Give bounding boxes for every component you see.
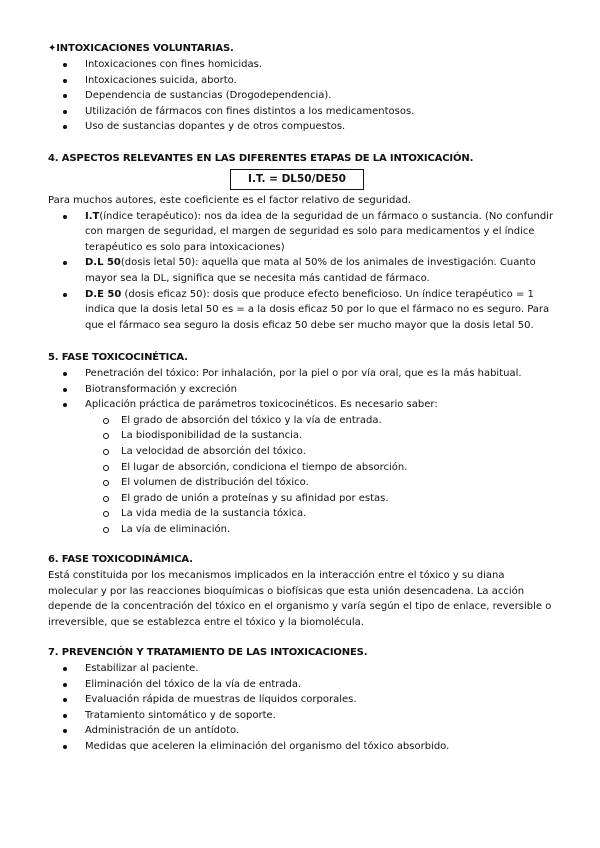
section-4-body [48,193,554,333]
list-item: D.L 50(dosis letal 50): aquella que mata al 50% de los animales de investigación. Cuanto mayor sea la DL, significa que se necesita más cantidad de fármaco. [48,255,554,286]
section-7 [48,645,554,755]
section-4-title: 4. ASPECTOS RELEVANTES EN LAS DIFERENTES ETAPAS DE LA INTOXICACIÓN. [48,153,474,164]
list-item: Dependencia de sustancias (Drogodependencia). [48,88,554,104]
list-item: D.E 50 (dosis eficaz 50): dosis que produce efecto beneficioso. Un índice terapéutico = 1 indica que la dosis letal 50 es = a la dosis eficaz 50 por lo que el fármaco no es seguro. Para que el fármaco sea seguro la dosis eficaz 50 debe ser mucho mayor que la dosis letal 50. [48,287,554,334]
sub-list-item: La velocidad de absorción del tóxico. [48,444,554,460]
section-voluntary [48,41,554,135]
section-6 [48,552,554,630]
list-item: Medidas que aceleren la eliminación del organismo del tóxico absorbido. [48,739,554,755]
section-4-list [48,209,554,334]
section-6-title: 6. FASE TOXICODINÁMICA. [48,554,193,565]
sub-list-item: El volumen de distribución del tóxico. [48,475,554,491]
list-item: Eliminación del tóxico de la vía de entrada. [48,677,554,693]
section-4-intro: Para muchos autores, este coeficiente es el factor relativo de seguridad. [48,195,411,206]
list-item: Utilización de fármacos con fines distintos a los medicamentosos. [48,104,554,120]
list-item: Intoxicaciones con fines homicidas. [48,57,554,73]
list-item: I.T(índice terapéutico): nos da idea de la seguridad de un fármaco o sustancia. (No confundir con margen de seguridad, el margen de seguridad es solo para medicamentos y el índice terapéutico es solo para intoxicaciones) [48,209,554,256]
term-it: I.T [85,210,100,222]
sub-list-item: La vida media de la sustancia tóxica. [48,506,554,522]
list-item: Evaluación rápida de muestras de líquidos corporales. [48,692,554,708]
sub-list-item: El grado de absorción del tóxico y la vía de entrada. [48,413,554,429]
section-5-title: 5. FASE TOXICOCINÉTICA. [48,352,188,363]
list-item: Penetración del tóxico: Por inhalación, por la piel o por vía oral, que es la más habitual. [48,366,554,382]
list-item: Estabilizar al paciente. [48,661,554,677]
term-dl50: D.L 50 [85,257,121,269]
list-item: Aplicación práctica de parámetros toxicocinéticos. Es necesario saber: [48,397,554,413]
sub-list-item: La biodisponibilidad de la sustancia. [48,428,554,444]
list-item: Uso de sustancias dopantes y de otros compuestos. [48,119,554,135]
section-5 [48,350,554,538]
term-de50: D.E 50 [85,288,122,300]
section-voluntary-title: ✦INTOXICACIONES VOLUNTARIAS. [48,43,234,54]
voluntary-list [48,57,554,135]
section-4 [48,151,554,166]
section-5-list [48,366,554,413]
list-item: Biotransformación y excreción [48,382,554,398]
section-7-title: 7. PREVENCIÓN Y TRATAMIENTO DE LAS INTOXICACIONES. [48,647,368,658]
section-5-sublist [48,413,554,538]
section-7-list [48,661,554,755]
sub-list-item: La vía de eliminación. [48,522,554,538]
sub-list-item: El grado de unión a proteínas y su afinidad por estas. [48,491,554,507]
sub-list-item: El lugar de absorción, condiciona el tiempo de absorción. [48,460,554,476]
list-item: Administración de un antídoto. [48,723,554,739]
list-item: Intoxicaciones suicida, aborto. [48,73,554,89]
formula-box: I.T. = DL50/DE50 [230,169,364,190]
section-6-text: Está constituida por los mecanismos implicados en la interacción entre el tóxico y su diana molecular y por las reacciones bioquímicas o biofísicas que esta unión desencadena. La acción depende de la concentración del tóxico en el organismo y varía según el tipo de enlace, reversible o irreversible, que se establezca entre el tóxico y la biomolécula. [48,570,552,628]
list-item: Tratamiento sintomático y de soporte. [48,708,554,724]
